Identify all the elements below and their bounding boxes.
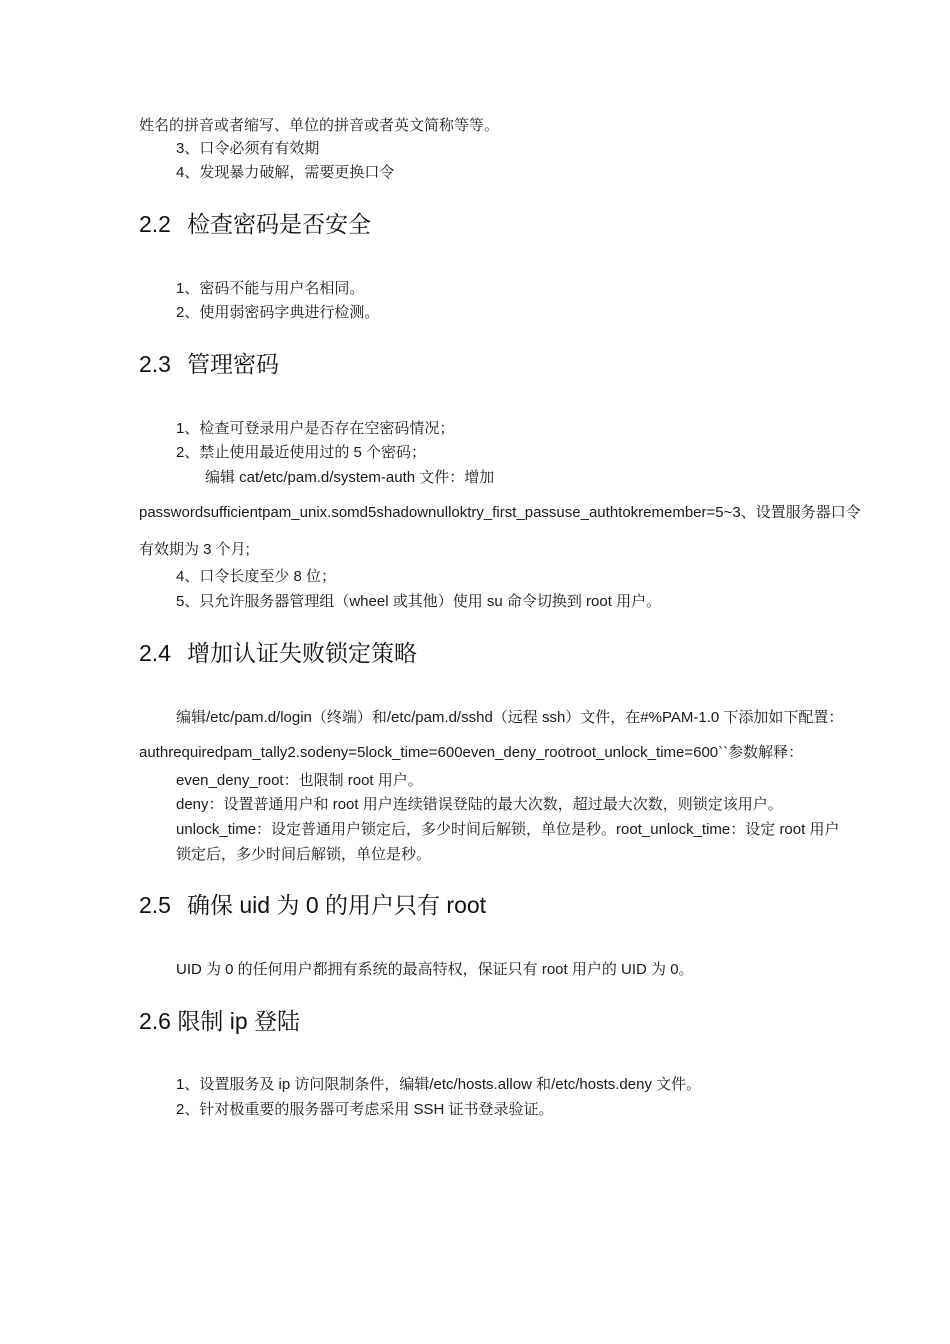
intro-text-line: 姓名的拼音或者缩写、单位的拼音或者英文简称等等。 [139, 117, 500, 134]
config-line: passwordsufficientpam_unix.somd5shadownulloktry_first_passuse_authtokremember=5~3、设置服务器口令 [139, 504, 861, 521]
param-explanation: deny：设置普通用户和 root 用户连续错误登陆的最大次数，超过最大次数，则锁定该用户。 [176, 796, 783, 813]
section-number: 2.2 [139, 211, 171, 237]
section-heading-2-5 [139, 890, 486, 920]
section-number: 2.5 [139, 892, 171, 918]
param-explanation: even_deny_root：也限制 root 用户。 [176, 772, 423, 789]
config-line: authrequiredpam_tally2.sodeny=5lock_time=600even_deny_rootroot_unlock_time=600``参数解释： [139, 744, 804, 761]
section-title: 增加认证失败锁定策略 [186, 640, 417, 666]
param-explanation-continued: 锁定后，多少时间后解锁，单位是秒。 [176, 846, 432, 863]
section-heading-2-3 [139, 349, 279, 379]
section-heading-2-4 [139, 638, 417, 668]
list-item: 5、只允许服务器管理组（wheel 或其他）使用 su 命令切换到 root 用户。 [176, 593, 662, 610]
list-item: 1、检查可登录用户是否存在空密码情况； [176, 420, 455, 437]
list-item: 2、针对极重要的服务器可考虑采用 SSH 证书登录验证。 [176, 1101, 554, 1118]
list-item: 4、口令长度至少 8 位； [176, 568, 337, 585]
section-heading-2-2 [139, 209, 371, 239]
list-item: 1、密码不能与用户名相同。 [176, 280, 365, 297]
paragraph: 编辑/etc/pam.d/login（终端）和/etc/pam.d/sshd（远程 ssh）文件，在#%PAM-1.0 下添加如下配置： [176, 709, 844, 726]
section-number: 2.3 [139, 351, 171, 377]
section-title: 管理密码 [186, 351, 279, 377]
list-item: 2、使用弱密码字典进行检测。 [176, 304, 380, 321]
list-item: 1、设置服务及 ip 访问限制条件，编辑/etc/hosts.allow 和/etc/hosts.deny 文件。 [176, 1076, 702, 1093]
config-instruction: 编辑 cat/etc/pam.d/system-auth 文件：增加 [205, 469, 495, 486]
intro-item-4: 4、发现暴力破解，需要更换口令 [176, 164, 395, 181]
paragraph: UID 为 0 的任何用户都拥有系统的最高特权，保证只有 root 用户的 UID 为 0。 [176, 961, 694, 978]
section-title: 确保 uid 为 0 的用户只有 root [186, 892, 487, 918]
section-number: 2.4 [139, 640, 171, 666]
param-explanation: unlock_time：设定普通用户锁定后，多少时间后解锁，单位是秒。root_unlock_time：设定 root 用户 [176, 821, 840, 838]
list-item: 2、禁止使用最近使用过的 5 个密码； [176, 444, 427, 461]
intro-item-3: 3、口令必须有有效期 [176, 140, 320, 157]
section-heading-2-6: 2.6 限制 ip 登陆 [139, 1008, 301, 1034]
section-title: 检查密码是否安全 [186, 211, 371, 237]
config-line-continued: 有效期为 3 个月; [139, 541, 250, 558]
